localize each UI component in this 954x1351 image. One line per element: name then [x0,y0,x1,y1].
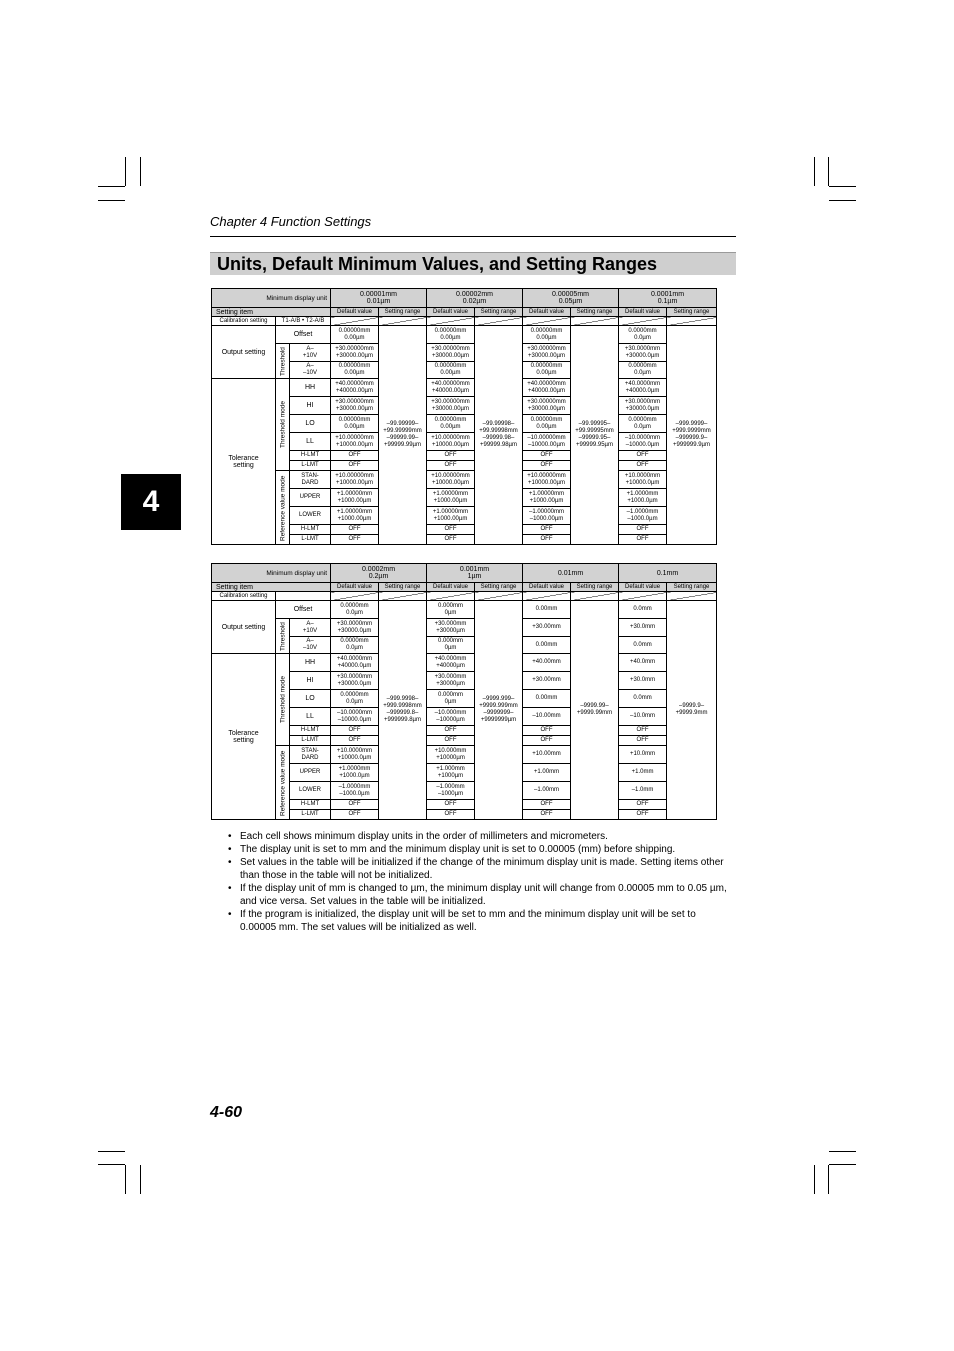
default-value-off: OFF [619,535,667,545]
unit-header: 0.00001mm 0.01µm [331,289,427,308]
crop-mark [125,157,126,186]
crop-mark [125,1165,126,1194]
default-value-off: OFF [427,810,475,820]
item-label-lo: LO [290,415,331,433]
default-value-cell: 0.0000mm 0.0µm [331,690,379,708]
item-label-upper: UPPER [290,764,331,782]
output-setting-label: Output setting [212,601,276,654]
table-row [212,289,717,308]
default-value-cell: 0.000mm 0µm [427,690,475,708]
default-value-cell: +30.00000mm +30000.00µm [427,397,475,415]
offset-label: Offset [276,326,331,344]
unit-header: 0.1mm [619,564,717,583]
note-item: • If the program is initialized, the display unit will be set to mm and the minimum display unit will be set to 0.00005 mm. The set values will be initialized as well. [226,908,734,934]
default-value-cell: +1.0mm [619,764,667,782]
default-value-cell: 0.0mm [619,690,667,708]
default-value-off: OFF [331,535,379,545]
empty-cell [331,317,379,326]
table-row [212,317,717,326]
default-value-off: OFF [427,800,475,810]
header-minimum-display-unit [212,564,331,583]
item-label-hlmt: H-LMT [290,800,331,810]
default-value-cell: +30.0mm [619,672,667,690]
table-row [212,308,717,317]
unit-header: 0.0002mm 0.2µm [331,564,427,583]
item-label-a_minus: A– –10V [290,362,331,379]
setting-range-header: Setting range [379,308,427,317]
default-value-cell: +30.000mm +30000µm [427,619,475,637]
empty-cell [475,317,523,326]
default-value-cell: +40.0000mm +40000.0µm [331,654,379,672]
empty-cell [427,317,475,326]
setting-range-header: Setting range [667,583,717,592]
default-value-cell: –10.000mm –10000µm [427,708,475,726]
item-label-lower: LOWER [290,782,331,800]
default-value-cell: +30.0000mm +30000.0µm [619,397,667,415]
calibration-setting-label: Calibration setting [212,317,276,326]
threshold-label: Threshold [276,619,290,654]
item-label-hlmt: H-LMT [290,525,331,535]
default-value-cell: –1.0000mm –1000.0µm [331,782,379,800]
crop-mark [814,157,815,186]
default-value-cell: +10.0000mm +10000.0µm [619,471,667,489]
page-number: 4-60 [210,1104,243,1121]
table-row [212,654,717,672]
table-row [212,746,717,764]
notes-list [226,830,734,934]
item-label-a_minus: A– –10V [290,637,331,654]
setting-range-cell: –999.9998– +999.9998mm –999999.8– +999999.8µm [379,601,427,820]
empty-cell [667,592,717,601]
default-value-cell: +40.00000mm +40000.00µm [523,379,571,397]
default-value-cell: 0.0000mm 0.0µm [619,415,667,433]
default-value-cell: 0.0000mm 0.0µm [619,362,667,379]
section-title-bar [210,252,736,275]
default-value-cell: +40.00000mm +40000.00µm [331,379,379,397]
item-label-hlmt: H-LMT [290,451,331,461]
default-value-cell: 0.000mm 0µm [427,601,475,619]
empty-cell [667,317,717,326]
default-value-header: Default value [331,583,379,592]
default-value-cell: +10.000mm +10000µm [427,746,475,764]
default-value-off: OFF [619,800,667,810]
item-label-hh: HH [290,379,331,397]
setting-range-cell: –999.9999– +999.9999mm –999999.9– +999999.9µm [667,326,717,545]
table-row [212,601,717,619]
default-value-cell: +40.00000mm +40000.00µm [427,379,475,397]
default-value-cell: 0.0mm [619,601,667,619]
crop-mark [829,186,856,187]
crop-mark [98,1151,125,1152]
default-value-cell: +30.0000mm +30000.0µm [619,344,667,362]
default-value-off: OFF [331,800,379,810]
settings-table-1 [211,288,717,545]
unit-header: 0.00002mm 0.02µm [427,289,523,308]
default-value-cell: –10.00mm [523,708,571,726]
default-value-cell: +30.00mm [523,619,571,637]
empty-cell [619,317,667,326]
default-value-cell: +1.00000mm +1000.00µm [523,489,571,507]
note-item: • The display unit is set to mm and the minimum display unit is set to 0.00005 (mm) before shipping. [226,843,734,856]
crop-mark [140,1165,141,1194]
default-value-cell: +10.00000mm +10000.00µm [331,433,379,451]
setting-range-header: Setting range [475,583,523,592]
default-value-cell: 0.0000mm 0.0µm [619,326,667,344]
default-value-cell: +40.000mm +40000µm [427,654,475,672]
setting-range-cell: –9999.9– +9999.9mm [667,601,717,820]
default-value-cell: 0.0000mm 0.0µm [331,637,379,654]
crop-mark [98,186,125,187]
default-value-cell: 0.00000mm 0.00µm [331,362,379,379]
default-value-cell: +10.00000mm +10000.00µm [523,471,571,489]
default-value-off: OFF [427,736,475,746]
default-value-cell: 0.00mm [523,601,571,619]
tolerance-setting-label: Tolerance setting [212,379,276,545]
default-value-off: OFF [619,451,667,461]
note-item: • If the display unit of mm is changed to µm, the minimum display unit will change from 0.00005 mm to 0.05 µm, and vice versa. Set values in the table will be initialized. [226,882,734,908]
default-value-off: OFF [331,810,379,820]
item-label-upper: UPPER [290,489,331,507]
unit-header: 0.0001mm 0.1µm [619,289,717,308]
default-value-cell: +30.00000mm +30000.00µm [523,397,571,415]
default-value-cell: –1.000mm –1000µm [427,782,475,800]
item-label-llmt: L-LMT [290,535,331,545]
item-label-llmt: L-LMT [290,810,331,820]
default-value-cell: 0.000mm 0µm [427,637,475,654]
default-value-cell: +1.000mm +1000µm [427,764,475,782]
minimum-display-unit-label: Minimum display unit [266,294,327,302]
default-value-off: OFF [523,451,571,461]
default-value-cell: +10.00000mm +10000.00µm [331,471,379,489]
default-value-cell: –1.0mm [619,782,667,800]
chapter-header: Chapter 4 Function Settings [210,214,372,229]
table-row [212,592,717,601]
default-value-header: Default value [619,308,667,317]
item-label-a_plus: A– +10V [290,344,331,362]
default-value-off: OFF [619,736,667,746]
table-row [212,344,717,362]
empty-cell [331,592,379,601]
default-value-cell: +10.00000mm +10000.00µm [427,433,475,451]
default-value-cell: +1.0000mm +1000.0µm [619,489,667,507]
default-value-off: OFF [523,535,571,545]
default-value-cell: 0.00000mm 0.00µm [427,415,475,433]
empty-cell [523,317,571,326]
default-value-off: OFF [619,461,667,471]
table-row [212,326,717,344]
default-value-cell: 0.00mm [523,690,571,708]
empty-cell [379,592,427,601]
setting-range-header: Setting range [475,308,523,317]
chapter-tab: 4 [121,474,181,530]
calibration-value [276,592,331,601]
default-value-cell: 0.00000mm 0.00µm [523,415,571,433]
setting-range-cell: –9999.99– +9999.99mm [571,601,619,820]
setting-range-header: Setting range [379,583,427,592]
calibration-setting-label: Calibration setting [212,592,276,601]
default-value-cell: +30.00000mm +30000.00µm [427,344,475,362]
item-label-hi: HI [290,397,331,415]
default-value-off: OFF [331,736,379,746]
default-value-cell: +10.0mm [619,746,667,764]
threshold-mode-label: Threshold mode [276,654,290,746]
empty-cell [571,317,619,326]
crop-mark [140,157,141,186]
minimum-display-unit-label: Minimum display unit [266,569,327,577]
setting-range-cell: –99.99998– +99.99998mm –99999.98– +99999.98µm [475,326,523,545]
default-value-cell: 0.00000mm 0.00µm [427,362,475,379]
item-label-a_plus: A– +10V [290,619,331,637]
calibration-value: T1-A/B • T2-A/B [276,317,331,326]
default-value-cell: –1.00000mm –1000.00µm [523,507,571,525]
default-value-header: Default value [523,308,571,317]
setting-range-cell: –99.99995– +99.99995mm –99999.95– +99999.95µm [571,326,619,545]
default-value-cell: +30.00000mm +30000.00µm [523,344,571,362]
item-label-llmt: L-LMT [290,461,331,471]
unit-header: 0.00005mm 0.05µm [523,289,619,308]
header-minimum-display-unit [212,289,331,308]
default-value-cell: 0.00mm [523,637,571,654]
default-value-cell: 0.00000mm 0.00µm [427,326,475,344]
default-value-off: OFF [427,461,475,471]
default-value-cell: +10.00mm [523,746,571,764]
default-value-off: OFF [523,736,571,746]
default-value-off: OFF [523,800,571,810]
default-value-cell: 0.0000mm 0.0µm [331,601,379,619]
default-value-cell: 0.00000mm 0.00µm [331,326,379,344]
default-value-cell: 0.00000mm 0.00µm [523,326,571,344]
default-value-cell: –10.00000mm –10000.00µm [523,433,571,451]
default-value-cell: +1.0000mm +1000.0µm [331,764,379,782]
default-value-header: Default value [523,583,571,592]
default-value-header: Default value [427,583,475,592]
default-value-cell: +30.00000mm +30000.00µm [331,344,379,362]
crop-mark [98,200,125,201]
default-value-cell: +1.00000mm +1000.00µm [331,507,379,525]
crop-mark [829,200,856,201]
default-value-header: Default value [331,308,379,317]
empty-cell [523,592,571,601]
default-value-header: Default value [427,308,475,317]
table-row [212,471,717,489]
default-value-cell: +40.00mm [523,654,571,672]
header-rule [210,236,736,237]
reference-value-mode-label: Reference value mode [276,746,290,820]
default-value-cell: –1.0000mm –1000.0µm [619,507,667,525]
default-value-cell: +1.00000mm +1000.00µm [427,507,475,525]
default-value-off: OFF [427,726,475,736]
empty-cell [427,592,475,601]
default-value-cell: +30.00mm [523,672,571,690]
settings-table-2 [211,563,717,820]
default-value-cell: +1.00000mm +1000.00µm [427,489,475,507]
item-label-lower: LOWER [290,507,331,525]
setting-item-label: Setting item [212,308,331,317]
table-row [212,619,717,637]
table-row [212,379,717,397]
setting-range-header: Setting range [571,583,619,592]
default-value-cell: +30.000mm +30000µm [427,672,475,690]
default-value-off: OFF [523,726,571,736]
empty-cell [379,317,427,326]
default-value-cell: –1.00mm [523,782,571,800]
section-title: Units, Default Minimum Values, and Setting Ranges [217,254,658,274]
default-value-cell: 0.00000mm 0.00µm [331,415,379,433]
empty-cell [619,592,667,601]
crop-mark [828,1165,829,1194]
default-value-off: OFF [619,726,667,736]
default-value-off: OFF [331,461,379,471]
default-value-cell: +30.0mm [619,619,667,637]
default-value-cell: +40.0mm [619,654,667,672]
default-value-cell: +30.0000mm +30000.0µm [331,619,379,637]
default-value-cell: –10.0000mm –10000.0µm [331,708,379,726]
item-label-llmt: L-LMT [290,736,331,746]
default-value-header: Default value [619,583,667,592]
default-value-off: OFF [427,525,475,535]
threshold-mode-label: Threshold mode [276,379,290,471]
offset-label: Offset [276,601,331,619]
setting-range-cell: –99.99999– +99.99999mm –99999.99– +99999.99µm [379,326,427,545]
default-value-cell: 0.0mm [619,637,667,654]
crop-mark [814,1165,815,1194]
setting-item-label: Setting item [212,583,331,592]
setting-range-header: Setting range [667,308,717,317]
crop-mark [98,1164,125,1165]
default-value-off: OFF [523,461,571,471]
unit-header: 0.01mm [523,564,619,583]
item-label-standard: STAN- DARD [290,471,331,489]
item-label-hlmt: H-LMT [290,726,331,736]
default-value-off: OFF [427,535,475,545]
crop-mark [829,1151,856,1152]
setting-range-header: Setting range [571,308,619,317]
item-label-hi: HI [290,672,331,690]
table-row [212,583,717,592]
default-value-cell: +30.00000mm +30000.00µm [331,397,379,415]
default-value-cell: +1.00mm [523,764,571,782]
default-value-cell: +30.0000mm +30000.0µm [331,672,379,690]
default-value-off: OFF [523,525,571,535]
default-value-cell: 0.00000mm 0.00µm [523,362,571,379]
crop-mark [829,1164,856,1165]
default-value-cell: +1.00000mm +1000.00µm [331,489,379,507]
default-value-off: OFF [619,525,667,535]
item-label-standard: STAN- DARD [290,746,331,764]
reference-value-mode-label: Reference value mode [276,471,290,545]
default-value-cell: –10.0mm [619,708,667,726]
empty-cell [475,592,523,601]
note-item: • Set values in the table will be initialized if the change of the minimum display unit is made. Setting items other than those in the table will not be initialized. [226,856,734,882]
default-value-off: OFF [619,810,667,820]
setting-range-cell: –9999.999– +9999.999mm –9999999– +9999999µm [475,601,523,820]
default-value-off: OFF [523,810,571,820]
threshold-label: Threshold [276,344,290,379]
crop-mark [828,157,829,186]
default-value-off: OFF [331,726,379,736]
empty-cell [571,592,619,601]
default-value-cell: +10.0000mm +10000.0µm [331,746,379,764]
item-label-ll: LL [290,708,331,726]
default-value-cell: –10.0000mm –10000.0µm [619,433,667,451]
default-value-off: OFF [331,451,379,461]
item-label-lo: LO [290,690,331,708]
item-label-hh: HH [290,654,331,672]
tolerance-setting-label: Tolerance setting [212,654,276,820]
output-setting-label: Output setting [212,326,276,379]
table-row [212,564,717,583]
default-value-cell: +40.0000mm +40000.0µm [619,379,667,397]
default-value-cell: +10.00000mm +10000.00µm [427,471,475,489]
note-item: • Each cell shows minimum display units in the order of millimeters and micrometers. [226,830,734,843]
unit-header: 0.001mm 1µm [427,564,523,583]
item-label-ll: LL [290,433,331,451]
default-value-off: OFF [427,451,475,461]
default-value-off: OFF [331,525,379,535]
